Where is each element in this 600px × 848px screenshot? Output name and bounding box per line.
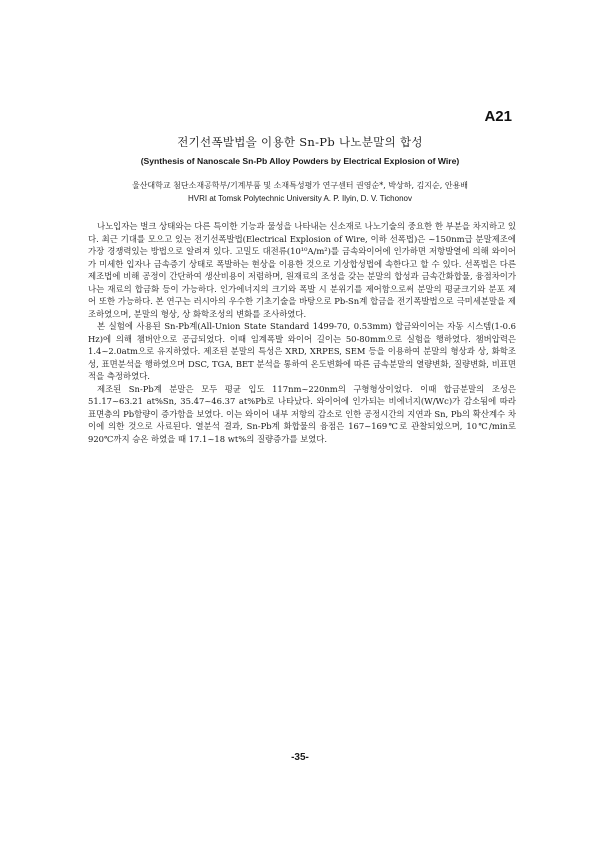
authors: 울산대학교 첨단소재공학부/기계부품 및 소재특성평가 연구센터 권영순*, 박상하, 김지순, 안용배 xyxy=(131,181,469,190)
title-english: (Synthesis of Nanoscale Sn-Pb Alloy Powders by Electrical Explosion of Wire) xyxy=(140,156,460,166)
paragraph-intro: 나노입자는 벌크 상태와는 다른 특이한 기능과 물성을 나타내는 신소재로 나노기술의 중요한 한 부분을 차지하고 있다. 최근 기대를 모으고 있는 전기선폭발법(Electrical Explosion of Wire, 이하 선폭법)은 ~150nm급 분말제조에 가장 경쟁력있는 방법으로 알려져 있다. 고밀도 대전류(10¹⁰A/m²)를 금속와이어에 인가하면 저항발열에 의해 와이어가 미세한 입자나 금속증기 상태로 폭발하는 현상을 이용한 것으로 기상합성법에 속한다고 할 수 있다. 선폭법은 다른 제조법에 비해 공정이 간단하여 생산비용이 저렴하며, 원재료의 조성을 갖는 분말의 합성과 금속간화합물, 융점차이가 나는 재료의 합금화 등이 가능하다. 인가에너지의 크기와 폭발 시 분위기를 제어함으로써 분말의 평균크기와 분포 제어 또한 가능하다. 본 연구는 러시아의 우수한 기초기술을 바탕으로 Pb-Sn계 합금을 전기폭발법으로 극미세분말을 제조하였으며, 분말의 형상, 상 화학조성의 변화를 조사하였다. xyxy=(88,221,516,319)
abstract-body xyxy=(88,220,516,445)
title-korean: 전기선폭발법을 이용한 Sn-Pb 나노분말의 합성 xyxy=(177,135,423,149)
page-number: -35- xyxy=(291,752,309,763)
paragraph-results: 제조된 Sn-Pb계 분말은 모두 평균 입도 117nm~220nm의 구형형상이었다. 이때 합금분말의 조성은 51.17~63.21 at%Sn, 35.47~46.37 at%Pb로 나타났다. 와이어에 인가되는 비에너지(W/Wc)가 감소됨에 따라 표면층의 Pb함량이 증가함을 보였다. 이는 와이어 내부 저항의 감소로 인한 공정시간의 지연과 Sn, Pb의 확산계수 차이에 의한 것으로 사료된다. 열분석 결과, Sn-Pb계 화합물의 융점은 167~169℃로 관찰되었으며, 10℃/min로 920℃까지 승온 하였을 때 17.1~18 wt%의 질량증가를 보였다. xyxy=(88,383,516,444)
affiliation: HVRI at Tomsk Polytechnic University A. P. Ilyin, D. V. Tichonov xyxy=(188,194,412,203)
page-code: A21 xyxy=(484,108,512,125)
paragraph-methods: 본 실험에 사용된 Sn-Pb계(All-Union State Standard 1499-70, 0.53mm) 합금와이어는 자동 시스템(1-0.6 Hz)에 의해 챔버안으로 공급되었다. 이때 임계폭발 와이어 길이는 50-80mm으로 실험을 행하였다. 챔버압력은 1.4~2.0atm으로 유지하였다. 제조된 분말의 특성은 XRD, XRPES, SEM 등을 이용하여 분말의 형상과 상, 화학조성, 표면분석을 행하였으며 DSC, TGA, BET 분석을 통하여 온도변화에 따른 금속분말의 열량변화, 질량변화, 비표면적을 측정하였다. xyxy=(88,321,516,381)
paper-header xyxy=(88,134,512,203)
